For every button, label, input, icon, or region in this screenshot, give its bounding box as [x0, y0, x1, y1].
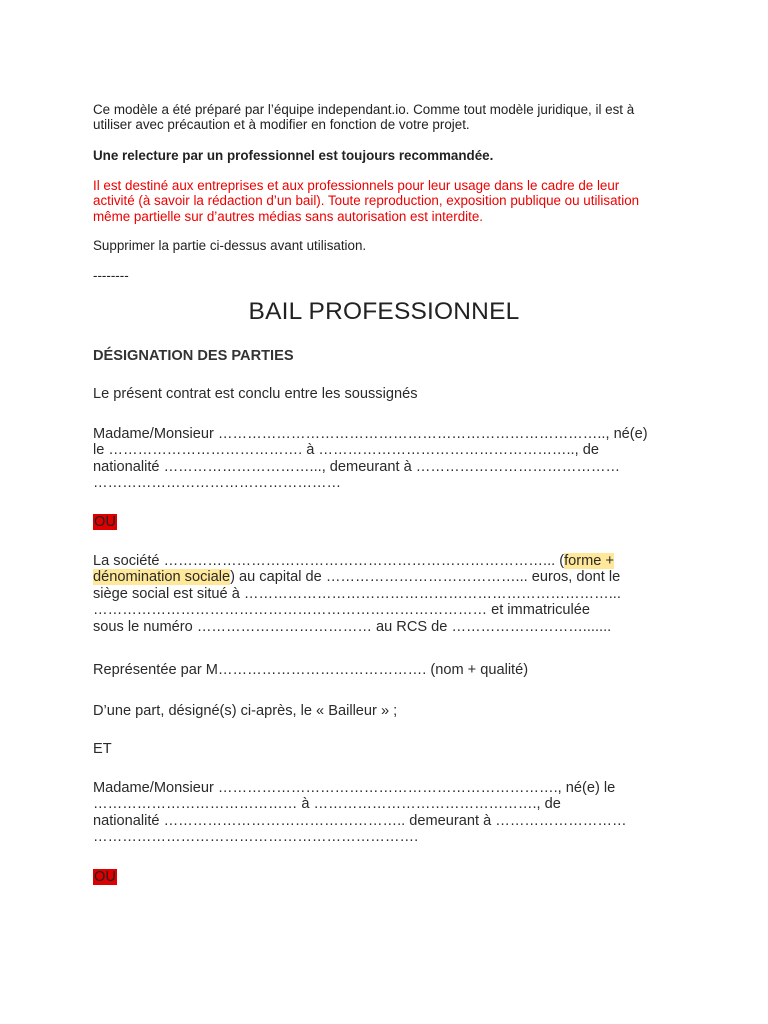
intro-sentence-text: Le présent contrat est conclu entre les soussignés: [93, 386, 418, 402]
warning-line-3: même partielle sur d’autres médias sans autorisation est interdite.: [93, 208, 484, 224]
and-label: [93, 741, 683, 757]
party2-person-line-4: ………………………………………………………….: [93, 829, 419, 846]
warning-line-2: activité (à savoir la rédaction d’un bail). Toute reproduction, exposition publique ou utilisation: [93, 193, 640, 209]
party1-company-line-2: [93, 569, 683, 585]
or-label-1: OU: [94, 514, 116, 530]
party2-person-line-2: …………………………………… à ………………………………………., de: [93, 796, 561, 813]
party1-company-line-4: ……………………………………………………………………… et immatriculée: [93, 602, 591, 619]
party1-person-line-4: ……………………………………………: [93, 475, 342, 492]
company-line-1-text: La société ……………………………………………………………………... (: [93, 553, 565, 569]
recommendation-text: [93, 148, 683, 163]
remove-note: [93, 238, 683, 253]
warning-line-1: Il est destiné aux entreprises et aux professionnels pour leur usage dans le cadre de leur: [93, 178, 620, 193]
usage-warning-paragraph: [93, 178, 683, 224]
party1-person-block: [93, 426, 683, 492]
disclaimer-paragraph: [93, 102, 683, 133]
party1-person-line-3: nationalité …………………………..., demeurant à ……………………………………: [93, 458, 621, 475]
disclaimer-line-1: Ce modèle a été préparé par l’équipe independant.io. Comme tout modèle juridique, il est à: [93, 102, 635, 117]
recommendation-line: Une relecture par un professionnel est toujours recommandée.: [93, 148, 494, 163]
disclaimer-line-2: utiliser avec précaution et à modifier en fonction de votre projet.: [93, 117, 470, 133]
party2-person-line-1: Madame/Monsieur ……………………………………………………………., né(e) le: [93, 780, 616, 796]
remove-note-line: Supprimer la partie ci-dessus avant utilisation.: [93, 238, 367, 253]
document-title: BAIL PROFESSIONNEL: [248, 298, 520, 325]
party2-person-block: [93, 780, 683, 846]
and-label-text: ET: [93, 741, 112, 757]
party1-person-line-1: Madame/Monsieur …………………………………………………………………….., né(e): [93, 426, 648, 442]
company-form-highlight: forme +: [564, 553, 614, 569]
or-label-2: OU: [94, 869, 116, 885]
party1-company-line-5: sous le numéro ……………………………… au RCS de ……………………….......: [93, 618, 612, 635]
section-heading: DÉSIGNATION DES PARTIES: [93, 348, 294, 364]
party1-company-line-1: [93, 553, 683, 569]
intro-sentence: [93, 386, 683, 402]
party1-person-line-2: le …………………………………. à …………………………………………….., de: [93, 442, 599, 459]
represented-by: [93, 662, 683, 678]
party2-person-line-3: nationalité ………………………………………….. demeurant à ………………………: [93, 812, 627, 829]
lessor-designation: [93, 703, 683, 719]
party1-company-block: [93, 553, 683, 635]
separator-line: [93, 268, 683, 283]
company-line-2-text: ) au capital de …………………………………... euros, dont le: [230, 569, 621, 586]
represented-by-text: Représentée par M……………………………………. (nom + qualité): [93, 662, 529, 678]
company-name-highlight: dénomination sociale: [93, 569, 231, 586]
separator-text: --------: [93, 268, 129, 283]
lessor-designation-text: D’une part, désigné(s) ci-après, le « Bailleur » ;: [93, 703, 398, 719]
party1-company-line-3: siège social est situé à …………………………………………………………………...: [93, 585, 621, 602]
